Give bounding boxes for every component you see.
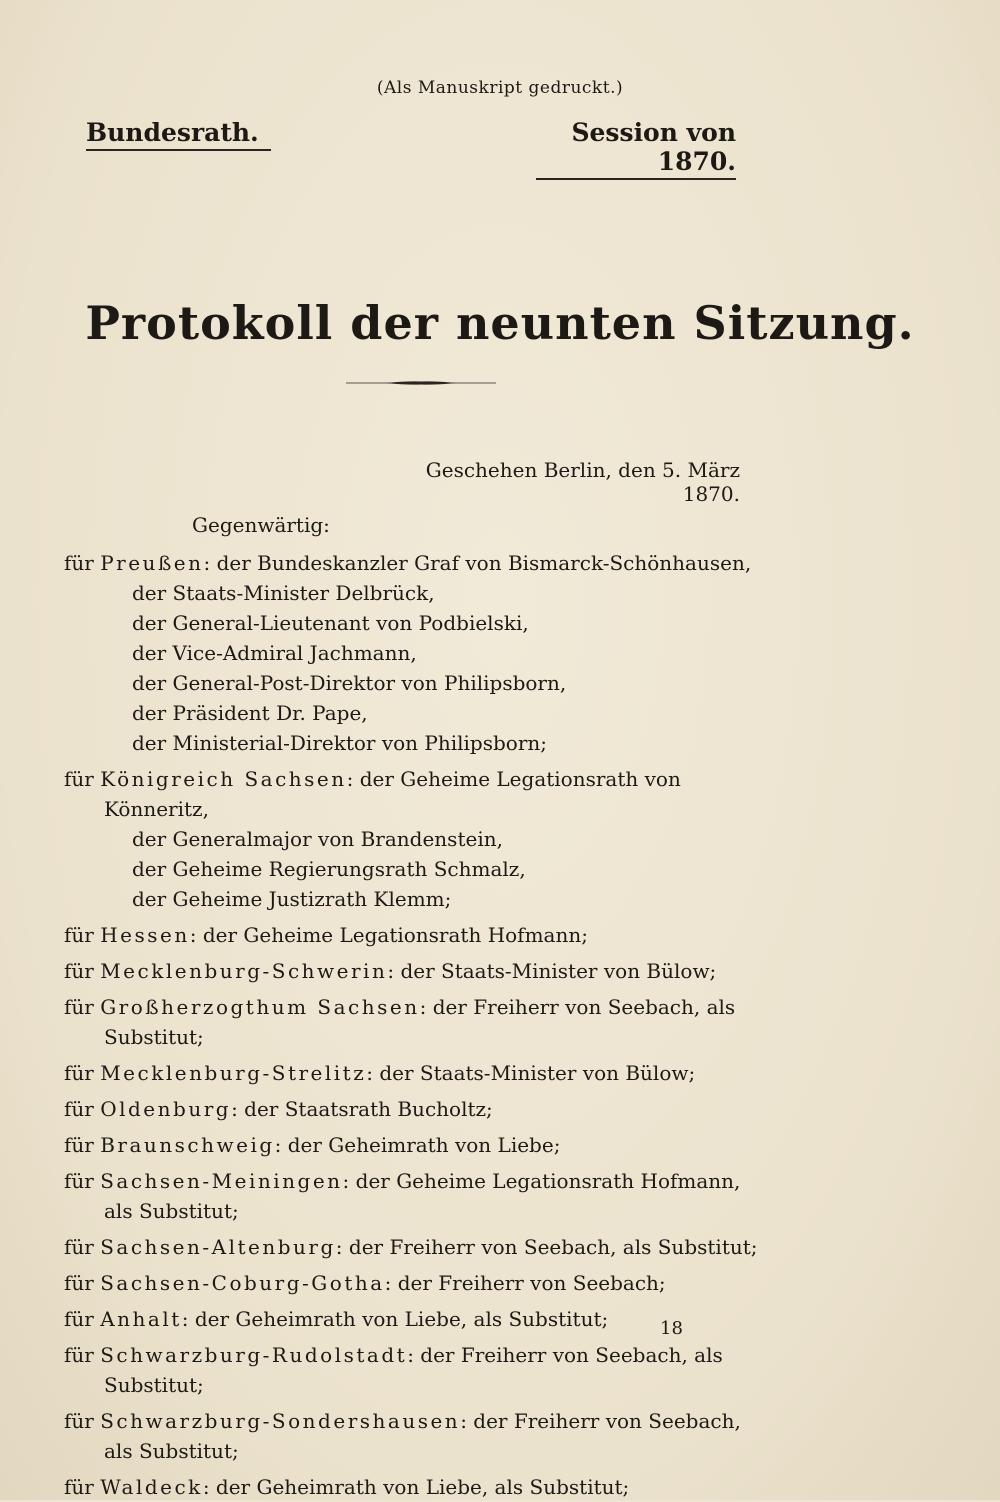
delegate-text: : der Bundeskanzler Graf von Bismarck-Schönhausen, [203, 551, 752, 575]
delegate-text: : der Geheimrath von Liebe, als Substitut; [202, 1475, 630, 1499]
delegate-text: : der Staats-Minister von Bülow; [366, 1061, 696, 1085]
state-entry [64, 1472, 764, 1502]
entry-prefix: für [64, 551, 101, 575]
delegate-text: : der Freiherr von Seebach, als Substitut; [104, 1409, 741, 1463]
page-number: 18 [660, 1318, 683, 1339]
entry-prefix: für [64, 1133, 101, 1157]
delegate-text: : der Freiherr von Seebach; [384, 1271, 666, 1295]
state-name: Sachsen-Coburg-Gotha [100, 1271, 385, 1295]
state-entry [64, 1232, 764, 1262]
state-name: Hessen [100, 923, 190, 947]
delegate-line: der Geheime Regierungsrath Schmalz, [132, 857, 526, 881]
entry-prefix: für [64, 1169, 101, 1193]
delegate-text: : der Geheime Legationsrath von Könneritz, [104, 767, 681, 821]
state-entry [64, 1058, 764, 1088]
state-entry [64, 548, 764, 578]
delegate-text: : der Geheime Legationsrath Hofmann, als Substitut; [104, 1169, 741, 1223]
dateline: Geschehen Berlin, den 5. März 1870. [425, 458, 740, 506]
delegate-text: : der Geheimrath von Liebe; [274, 1133, 561, 1157]
state-entry [64, 764, 764, 824]
state-name: Schwarzburg-Rudolstadt [100, 1343, 408, 1367]
page-title: Protokoll der neunten Sitzung. [85, 296, 915, 350]
entry-prefix: für [64, 959, 101, 983]
state-name: Waldeck [100, 1475, 203, 1499]
state-name: Oldenburg [100, 1097, 232, 1121]
delegate-line: der Präsident Dr. Pape, [132, 701, 368, 725]
entry-prefix: für [64, 767, 101, 791]
state-entry [64, 956, 764, 986]
entry-prefix: für [64, 1061, 101, 1085]
delegate-line: der Generalmajor von Brandenstein, [132, 827, 503, 851]
header-right: Session von 1870. [536, 118, 736, 180]
entry-prefix: für [64, 923, 101, 947]
state-entry [64, 1304, 764, 1334]
state-name: Anhalt [100, 1307, 182, 1331]
delegate-line: der Staats-Minister Delbrück, [132, 581, 435, 605]
state-entry [64, 1340, 764, 1400]
delegate-text: : der Geheimrath von Liebe, als Substitut; [181, 1307, 609, 1331]
entry-prefix: für [64, 1271, 101, 1295]
entry-prefix: für [64, 1235, 101, 1259]
delegate-text: : der Freiherr von Seebach, als Substitut; [104, 1343, 723, 1397]
entry-prefix: für [64, 1409, 101, 1433]
header-left: Bundesrath. [86, 118, 271, 151]
delegate-text: : der Freiherr von Seebach, als Substitut; [335, 1235, 758, 1259]
entry-prefix: für [64, 1475, 101, 1499]
entry-prefix: für [64, 1343, 101, 1367]
entry-prefix: für [64, 1307, 101, 1331]
state-name: Großherzogthum Sachsen [100, 995, 420, 1019]
state-name: Königreich Sachsen [100, 767, 347, 791]
delegate-line: der Vice-Admiral Jachmann, [132, 641, 417, 665]
delegate-line: der General-Post-Direktor von Philipsborn, [132, 671, 567, 695]
state-entry [64, 1268, 764, 1298]
state-entry [64, 920, 764, 950]
delegate-text: : der Staatsrath Bucholtz; [231, 1097, 493, 1121]
entry-prefix: für [64, 995, 101, 1019]
title-ornament [346, 381, 496, 385]
present-label: Gegenwärtig: [192, 513, 330, 537]
state-name: Braunschweig [100, 1133, 275, 1157]
delegate-text: : der Freiherr von Seebach, als Substitut; [104, 995, 736, 1049]
attendee-list [64, 548, 764, 1502]
delegate-text: : der Geheime Legationsrath Hofmann; [189, 923, 588, 947]
entry-prefix: für [64, 1097, 101, 1121]
state-name: Preußen [100, 551, 204, 575]
state-entry [64, 1130, 764, 1160]
state-name: Mecklenburg-Schwerin [100, 959, 388, 983]
state-name: Sachsen-Meiningen [100, 1169, 343, 1193]
state-entry [64, 1094, 764, 1124]
delegate-line: der Ministerial-Direktor von Philipsborn; [132, 731, 548, 755]
delegate-line: der General-Lieutenant von Podbielski, [132, 611, 529, 635]
manuscript-note: (Als Manuskript gedruckt.) [376, 78, 624, 98]
delegate-line: der Geheime Justizrath Klemm; [132, 887, 452, 911]
state-entry [64, 992, 764, 1052]
delegate-text: : der Staats-Minister von Bülow; [387, 959, 717, 983]
state-name: Sachsen-Altenburg [100, 1235, 336, 1259]
state-name: Schwarzburg-Sondershausen [100, 1409, 461, 1433]
state-entry [64, 1166, 764, 1226]
state-name: Mecklenburg-Strelitz [100, 1061, 367, 1085]
state-entry [64, 1406, 764, 1466]
